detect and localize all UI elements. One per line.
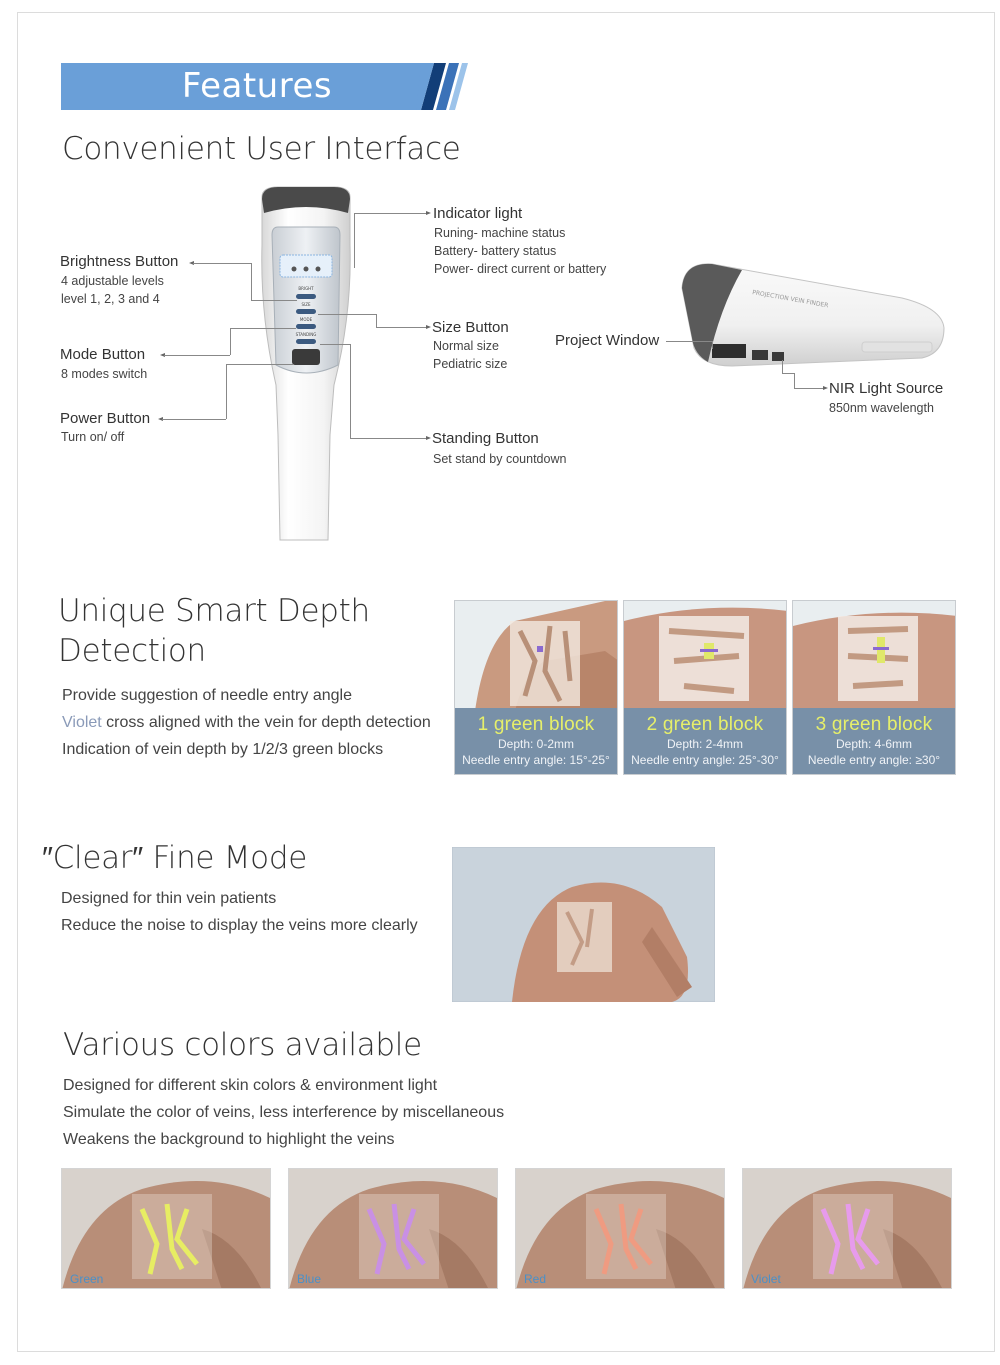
features-banner (61, 63, 466, 110)
leader-line (320, 344, 350, 345)
brightness-line-1: 4 adjustable levels (61, 274, 164, 288)
mode-button-label: Mode Button (60, 346, 146, 363)
mode-line-1: 8 modes switch (61, 367, 148, 381)
arrow-right-icon (426, 436, 431, 440)
brightness-line-2: level 1, 2, 3 and 4 (61, 292, 160, 306)
depth-card-photo (793, 601, 956, 711)
colors-line-2: Simulate the color of veins, less interference by miscellaneous (63, 1104, 505, 1121)
leader-line (794, 388, 823, 389)
swatch-photo (743, 1169, 952, 1289)
size-line-2: Pediatric size (433, 357, 508, 371)
card-title: 3 green block (815, 714, 933, 735)
color-swatch-blue (288, 1168, 498, 1289)
nir-light-label: NIR Light Source (829, 380, 944, 397)
depth-card-photo (455, 601, 618, 711)
leader-line (782, 360, 783, 373)
leader-line (350, 344, 351, 438)
card-depth: Depth: 2-4mm (666, 737, 744, 751)
leader-line (226, 364, 294, 365)
swatch-photo (516, 1169, 725, 1289)
depth-card-3 (792, 600, 956, 775)
arrow-right-icon (426, 325, 431, 329)
depth-card-photo (624, 601, 787, 711)
device-side-text: PROJECTION VEIN FINDER (751, 289, 829, 310)
device-label-standing: STANDING (295, 332, 317, 337)
clear-mode-photo (452, 847, 715, 1002)
leader-line (230, 328, 296, 329)
device-label-size: SIZE (301, 302, 311, 307)
card-angle: Needle entry angle: ≥30° (807, 753, 941, 767)
project-window-label: Project Window (555, 332, 660, 349)
power-line-1: Turn on/ off (61, 430, 125, 444)
violet-accent-text: Violet (62, 714, 102, 731)
depth-heading-line1: Unique Smart Depth (58, 593, 370, 629)
leader-line (794, 373, 795, 388)
leader-line (354, 213, 426, 214)
leader-line (354, 213, 355, 268)
clear-heading: ″Clear″ Fine Mode (42, 840, 307, 876)
clear-line-2: Reduce the noise to display the veins more clearly (61, 917, 418, 934)
standing-line-1: Set stand by countdown (433, 452, 567, 466)
leader-line (666, 341, 712, 342)
depth-card-caption (455, 708, 617, 774)
arrow-right-icon (823, 386, 828, 390)
leader-line (350, 438, 426, 439)
color-swatch-green (61, 1168, 271, 1289)
leader-line (164, 355, 230, 356)
depth-line-2: Violet cross aligned with the vein for depth detection (62, 714, 431, 731)
device-label-bright: BRIGHT (298, 286, 314, 291)
depth-card-2 (623, 600, 787, 775)
leader-line (376, 314, 377, 327)
swatch-photo (62, 1169, 271, 1289)
leader-line (712, 341, 713, 349)
brightness-button-label: Brightness Button (60, 253, 179, 270)
swatch-label: Red (524, 1272, 547, 1286)
indicator-line-3: Power- direct current or battery (434, 262, 607, 276)
leader-line (251, 263, 252, 300)
size-line-1: Normal size (433, 339, 499, 353)
depth-line-3: Indication of vein depth by 1/2/3 green blocks (62, 741, 384, 758)
leader-line (162, 419, 226, 420)
nir-line-1: 850nm wavelength (829, 401, 934, 415)
swatch-label: Green (70, 1272, 104, 1286)
arrow-right-icon (426, 211, 431, 215)
card-depth: Depth: 0-2mm (497, 737, 575, 751)
leader-line (782, 373, 794, 374)
card-title: 1 green block (477, 714, 595, 735)
indicator-line-1: Runing- machine status (434, 226, 566, 240)
leader-line (230, 328, 231, 355)
color-swatch-violet (742, 1168, 952, 1289)
swatch-label: Blue (297, 1272, 322, 1286)
indicator-line-2: Battery- battery status (434, 244, 557, 258)
indicator-light-label: Indicator light (433, 205, 523, 222)
ui-heading: Convenient User Interface (62, 131, 461, 167)
leader-line (376, 327, 426, 328)
power-button-label: Power Button (60, 410, 151, 427)
device-label-mode: MODE (299, 317, 313, 322)
colors-heading: Various colors available (63, 1027, 422, 1063)
leader-line (318, 314, 376, 315)
colors-line-3: Weakens the background to highlight the veins (63, 1131, 395, 1148)
swatch-label: Violet (751, 1272, 781, 1286)
card-angle: Needle entry angle: 15°-25° (462, 753, 610, 767)
leader-line (251, 300, 297, 301)
banner-title: Features (181, 66, 333, 106)
leader-line (193, 263, 251, 264)
depth-line-1: Provide suggestion of needle entry angle (62, 687, 352, 704)
card-depth: Depth: 4-6mm (835, 737, 913, 751)
size-button-label: Size Button (432, 319, 509, 336)
card-title: 2 green block (646, 714, 764, 735)
colors-line-1: Designed for different skin colors & environment light (63, 1077, 438, 1094)
card-angle: Needle entry angle: 25°-30° (631, 753, 779, 767)
depth-card-1 (454, 600, 618, 775)
depth-card-caption (793, 708, 955, 774)
depth-card-caption (624, 708, 786, 774)
clear-line-1: Designed for thin vein patients (61, 890, 277, 907)
swatch-photo (289, 1169, 498, 1289)
depth-heading-line2: Detection (58, 633, 206, 669)
standing-button-label: Standing Button (432, 430, 539, 447)
leader-line (226, 364, 227, 419)
color-swatch-red (515, 1168, 725, 1289)
device-side-image (672, 258, 952, 378)
